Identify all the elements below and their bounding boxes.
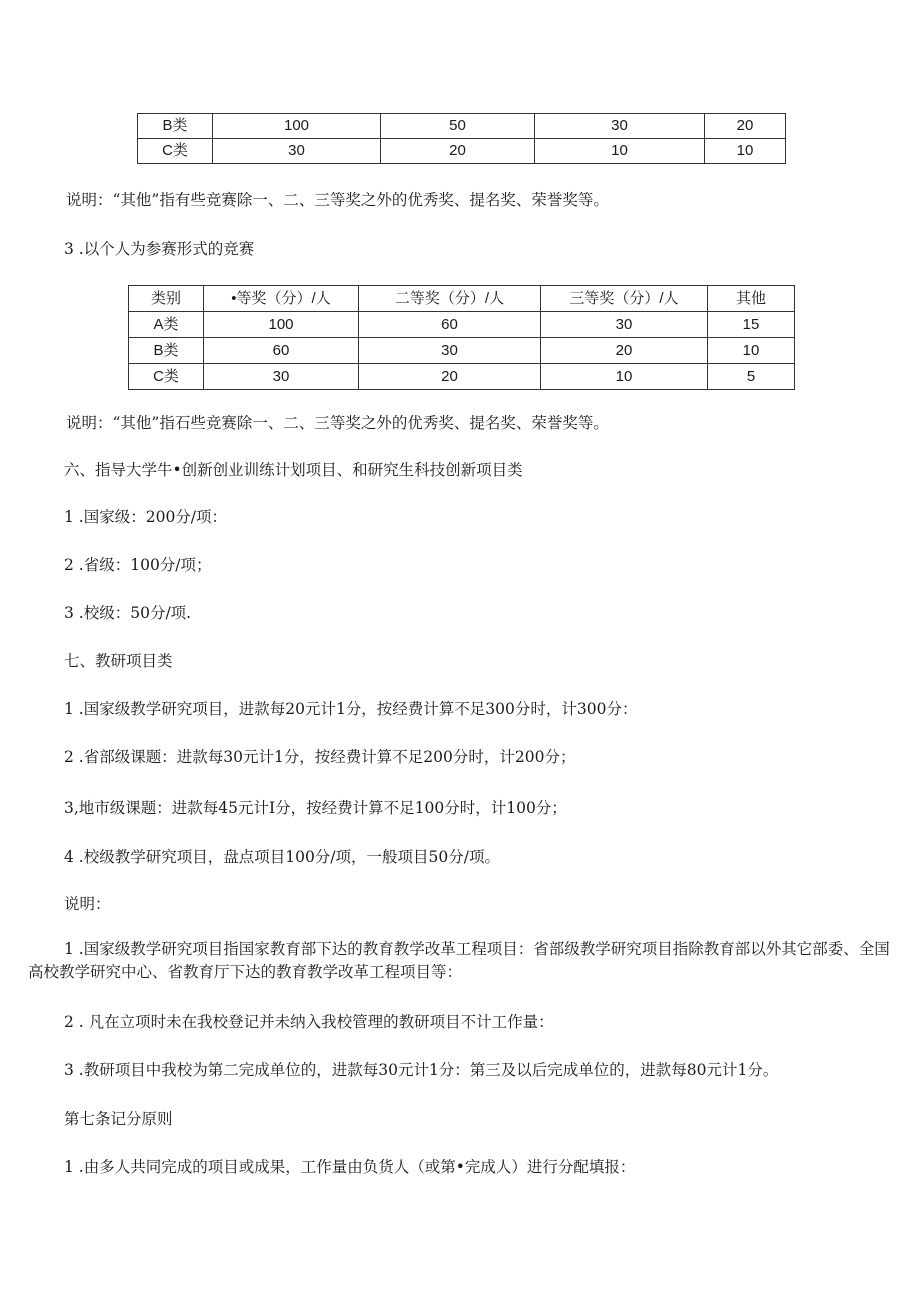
table-cell: 100 xyxy=(213,114,381,139)
section7-title: 七、教研项目类 xyxy=(64,652,173,670)
section6-title: 六、指导大学牛•创新创业训练计划项目、和研究生科技创新项目类 xyxy=(64,461,523,479)
table-cell: C类 xyxy=(138,139,213,164)
table-cell: 60 xyxy=(204,338,359,364)
table-cell: A类 xyxy=(129,312,204,338)
table-cell: 20 xyxy=(381,139,535,164)
table1-note: 说明：“其他”指有些竞赛除一、二、三等奖之外的优秀奖、提名奖、荣誉奖等。 xyxy=(66,191,609,209)
award-table-team xyxy=(137,113,786,164)
section7-note: 1 .国家级教学研究项目指国家教育部下达的教育教学改革工程项目：省部级教学研究项目指除教育部以外其它部委、全国高校教学研究中心、省教育厅下达的教育教学改革工程项目等： xyxy=(28,940,890,981)
section7-note: 2 . 凡在立项时未在我校登记并未纳入我校管理的教研项目不计工作量： xyxy=(64,1013,554,1031)
table-header-row xyxy=(129,286,795,312)
table-cell: C类 xyxy=(129,364,204,390)
table-cell: 10 xyxy=(705,139,786,164)
table-header-cell: 二等奖（分）/人 xyxy=(359,286,541,312)
section7-item: 4 .校级教学研究项目，盘点项目100分/项，一般项目50分/项。 xyxy=(64,848,500,866)
section7-note-label: 说明： xyxy=(64,895,111,913)
table-cell: 20 xyxy=(705,114,786,139)
article7-item: 1 .由多人共同完成的项目或成果，工作量由负货人（或第•完成人）进行分配填报： xyxy=(64,1158,636,1176)
table-header-cell: 三等奖（分）/人 xyxy=(541,286,708,312)
table-row xyxy=(138,139,786,164)
table-row xyxy=(129,364,795,390)
section7-item: 2 .省部级课题：进款每30元计1分，按经费计算不足200分时，计200分； xyxy=(64,748,576,766)
section6-item: 3 .校级：50分/项. xyxy=(64,604,192,622)
table-cell: 10 xyxy=(708,338,795,364)
award-table-individual xyxy=(128,285,795,390)
table-header-cell: •等奖（分）/人 xyxy=(204,286,359,312)
table-cell: 10 xyxy=(541,364,708,390)
table-cell: 30 xyxy=(535,114,705,139)
table-cell: 100 xyxy=(204,312,359,338)
table-cell: 10 xyxy=(535,139,705,164)
table-cell: 5 xyxy=(708,364,795,390)
section7-item: 3,地市级课题：进款每45元计I分，按经费计算不足100分时，计100分； xyxy=(64,799,567,817)
table-header-cell: 其他 xyxy=(708,286,795,312)
section7-item: 1 .国家级教学研究项目，进款每20元计1分，按经费计算不足300分时，计300分： xyxy=(64,700,638,718)
table-cell: 15 xyxy=(708,312,795,338)
section6-item: 1 .国家级：200分/项： xyxy=(64,508,228,526)
table-cell: 20 xyxy=(541,338,708,364)
article7-title: 第七条记分原则 xyxy=(64,1110,173,1128)
table-cell: 50 xyxy=(381,114,535,139)
table-cell: B类 xyxy=(129,338,204,364)
table-row xyxy=(129,338,795,364)
table2-note: 说明：“其他”指石些竞赛除一、二、三等奖之外的优秀奖、提名奖、荣誉奖等。 xyxy=(66,414,609,432)
table-cell: 20 xyxy=(359,364,541,390)
table-cell: 30 xyxy=(541,312,708,338)
section6-item: 2 .省级：100分/项； xyxy=(64,556,212,574)
table-cell: B类 xyxy=(138,114,213,139)
section7-note: 3 .教研项目中我校为第二完成单位的，进款每30元计1分：第三及以后完成单位的，进款每80元计1分。 xyxy=(64,1061,779,1079)
table-cell: 30 xyxy=(204,364,359,390)
table-cell: 60 xyxy=(359,312,541,338)
individual-competition-heading: 3 .以个人为参赛形式的竞赛 xyxy=(64,240,255,258)
table-cell: 30 xyxy=(213,139,381,164)
table-header-cell: 类别 xyxy=(129,286,204,312)
table-row xyxy=(138,114,786,139)
table-cell: 30 xyxy=(359,338,541,364)
table-row xyxy=(129,312,795,338)
